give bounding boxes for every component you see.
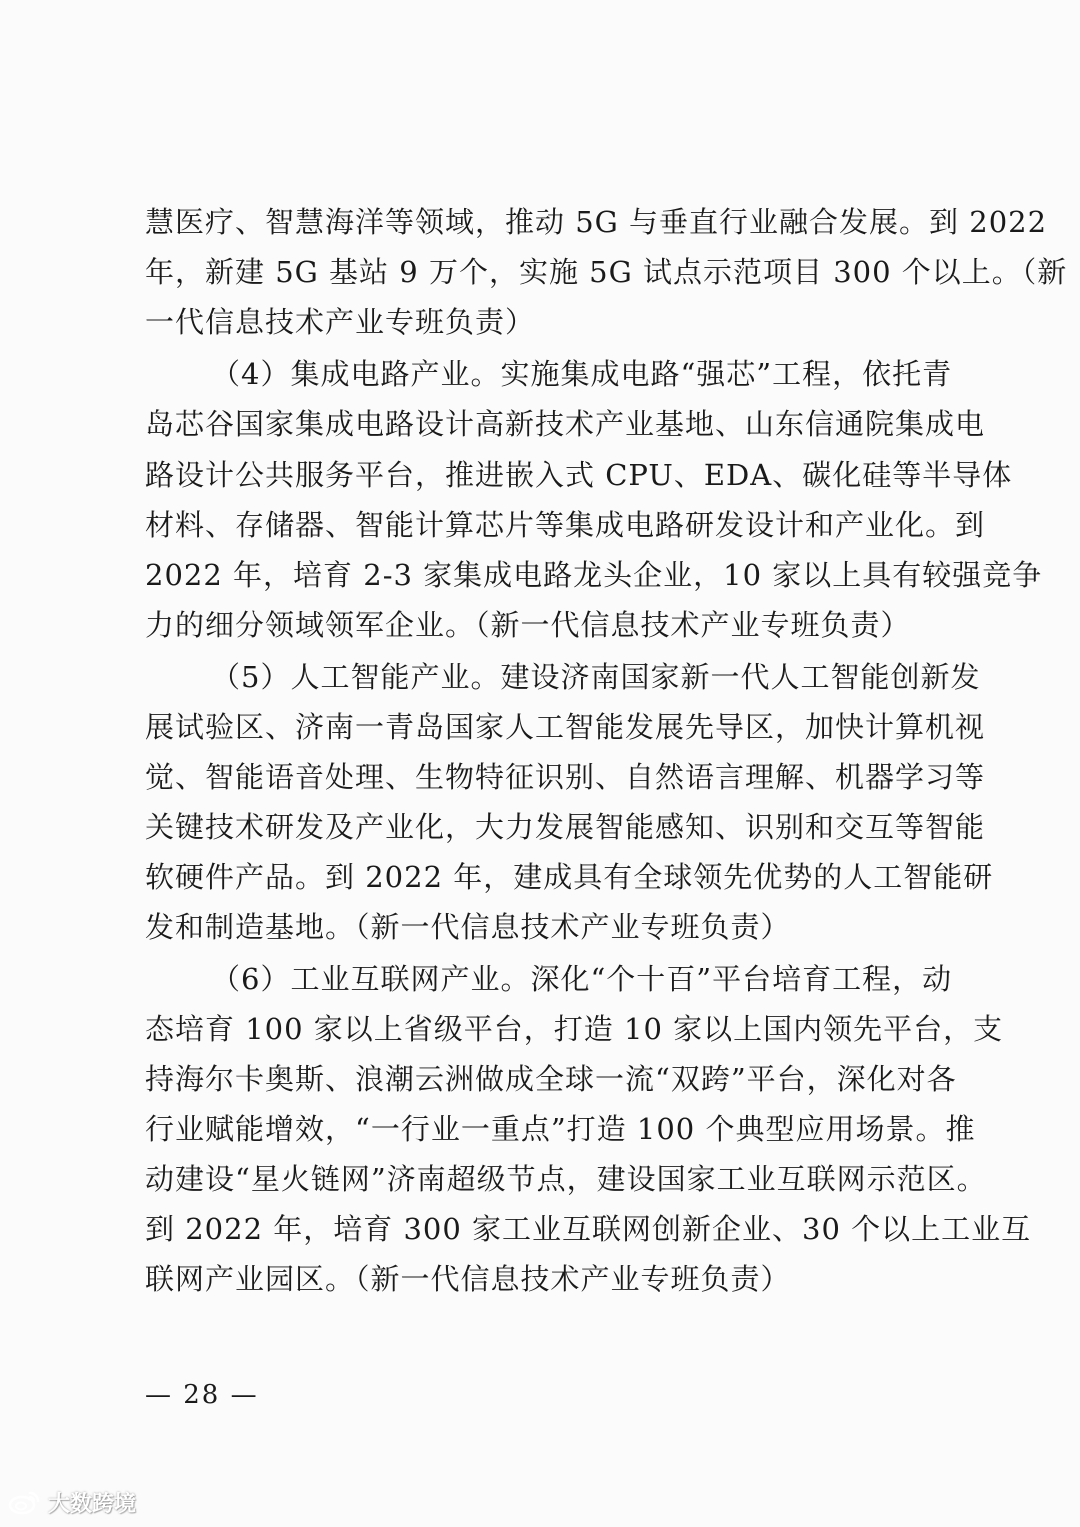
paragraph-heading-line: （5）人工智能产业。建设济南国家新一代人工智能创新发 <box>211 660 981 694</box>
paragraph-heading-line: （6）工业互联网产业。深化“个十百”平台培育工程，动 <box>211 962 953 996</box>
text-line: 材料、存储器、智能计算芯片等集成电路研发设计和产业化。到 <box>145 508 986 542</box>
text-line: 年，新建 5G 基站 9 万个，实施 5G 试点示范项目 300 个以上。（新 <box>145 255 1068 289</box>
text-line: 觉、智能语音处理、生物特征识别、自然语言理解、机器学习等 <box>145 760 986 794</box>
text-line: 路设计公共服务平台，推进嵌入式 CPU、EDA、碳化硅等半导体 <box>145 458 1013 492</box>
text-line: 2022 年，培育 2-3 家集成电路龙头企业，10 家以上具有较强竞争 <box>145 558 1043 592</box>
text-line: 岛芯谷国家集成电路设计高新技术产业基地、山东信通院集成电 <box>145 407 986 441</box>
text-line: 关键技术研发及产业化，大力发展智能感知、识别和交互等智能 <box>145 810 986 844</box>
text-line: 一代信息技术产业专班负责） <box>145 305 536 339</box>
paragraph-heading-line: （4）集成电路产业。实施集成电路“强芯”工程，依托青 <box>211 357 953 391</box>
text-line: 态培育 100 家以上省级平台，打造 10 家以上国内领先平台，支 <box>145 1012 1004 1046</box>
text-line: 发和制造基地。（新一代信息技术产业专班负责） <box>145 910 791 944</box>
page-number: — 28 — <box>145 1380 259 1410</box>
text-line: 持海尔卡奥斯、浪潮云洲做成全球一流“双跨”平台，深化对各 <box>145 1062 957 1096</box>
watermark <box>8 1486 136 1518</box>
text-line: 软硬件产品。到 2022 年，建成具有全球领先优势的人工智能研 <box>145 860 994 894</box>
watermark-text: 大数跨境 <box>48 1491 137 1517</box>
text-line: 展试验区、济南一青岛国家人工智能发展先导区，加快计算机视 <box>145 710 986 744</box>
text-line: 到 2022 年，培育 300 家工业互联网创新企业、30 个以上工业互 <box>145 1212 1032 1246</box>
weibo-logo-icon <box>8 1489 42 1515</box>
text-line: 动建设“星火链网”济南超级节点，建设国家工业互联网示范区。 <box>145 1162 987 1196</box>
text-line: 力的细分领域领军企业。（新一代信息技术产业专班负责） <box>145 608 911 642</box>
text-line: 联网产业园区。（新一代信息技术产业专班负责） <box>145 1262 791 1296</box>
text-line: 慧医疗、智慧海洋等领域，推动 5G 与垂直行业融合发展。到 2022 <box>145 205 1048 239</box>
text-line: 行业赋能增效，“一行业一重点”打造 100 个典型应用场景。推 <box>145 1112 976 1146</box>
